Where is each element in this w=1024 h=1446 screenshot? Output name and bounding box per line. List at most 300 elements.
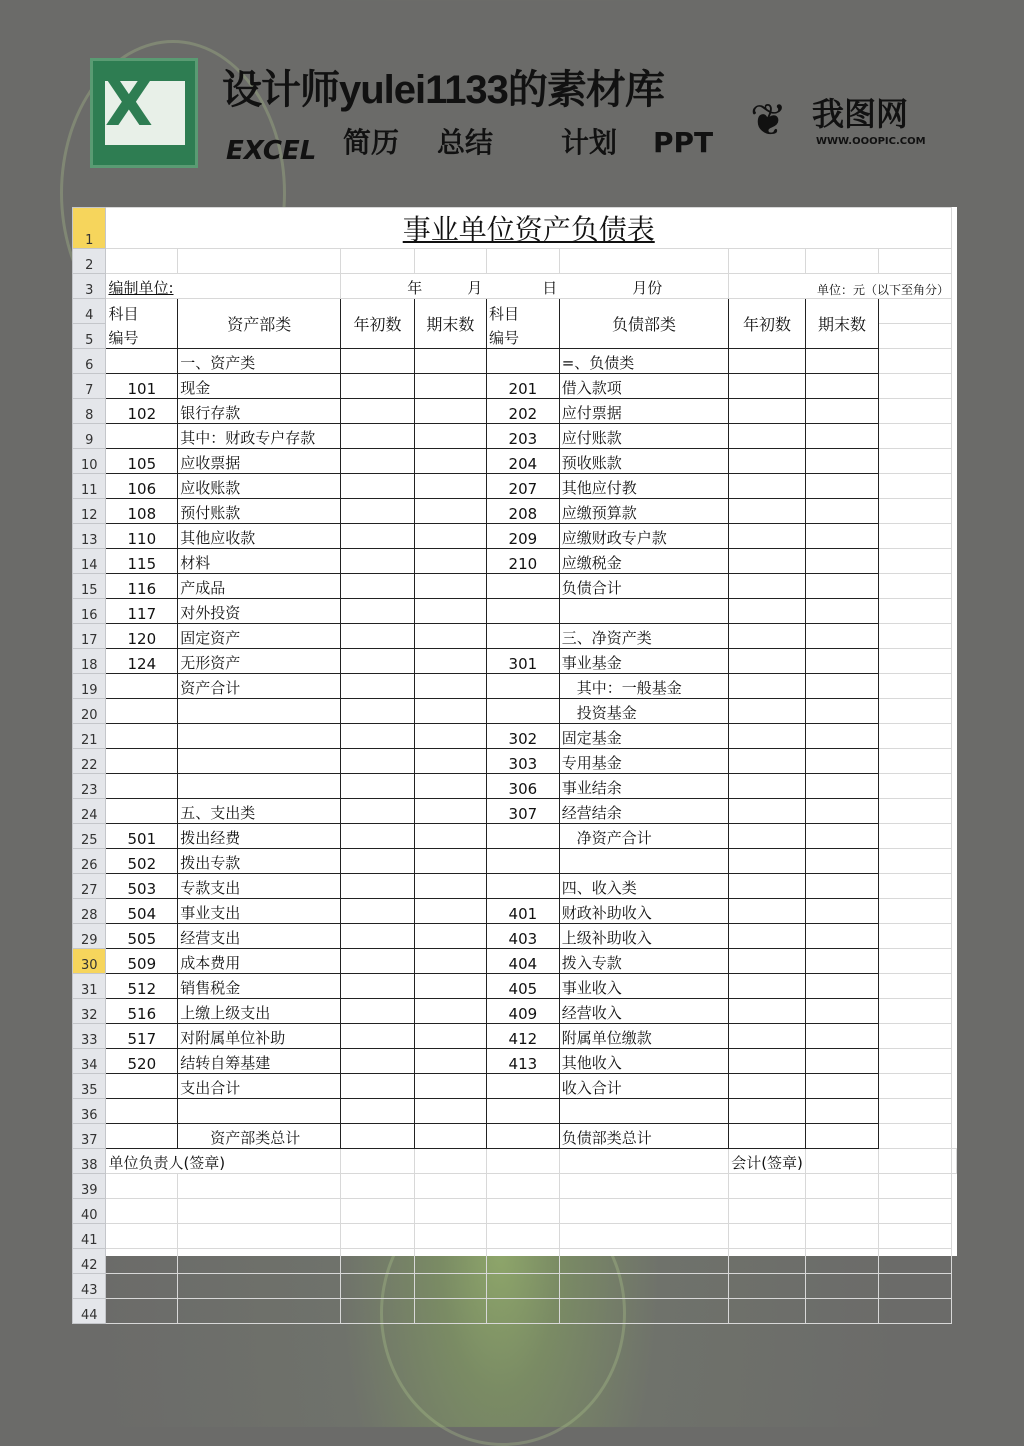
asset-begin-value[interactable]	[341, 949, 414, 974]
cell[interactable]	[106, 1174, 178, 1199]
liability-item[interactable]: 收入合计	[559, 1074, 728, 1099]
cell[interactable]	[805, 1174, 878, 1199]
asset-end-value[interactable]	[414, 449, 486, 474]
cell[interactable]	[879, 674, 952, 699]
asset-code[interactable]	[106, 699, 178, 724]
cell[interactable]	[879, 624, 952, 649]
cell[interactable]	[879, 1274, 952, 1299]
liability-code[interactable]	[487, 1074, 560, 1099]
asset-begin-value[interactable]	[341, 799, 414, 824]
cell[interactable]	[729, 1224, 806, 1249]
asset-item[interactable]: 其中：财政专户存款	[178, 424, 341, 449]
signature-principal[interactable]: 单位负责人(签章)	[106, 1149, 341, 1174]
asset-item[interactable]: 资产部类总计	[178, 1124, 341, 1149]
cell[interactable]	[178, 1299, 341, 1324]
cell[interactable]	[414, 1299, 486, 1324]
liability-code[interactable]: 405	[487, 974, 560, 999]
asset-begin-value[interactable]	[341, 524, 414, 549]
cell[interactable]	[805, 1249, 878, 1274]
cell[interactable]	[879, 574, 952, 599]
cell[interactable]	[178, 1249, 341, 1274]
liability-begin-value[interactable]	[729, 924, 806, 949]
cell[interactable]	[341, 1224, 414, 1249]
liability-end-value[interactable]	[805, 924, 878, 949]
cell[interactable]	[879, 324, 952, 349]
liability-begin-value[interactable]	[729, 1099, 806, 1124]
cell[interactable]	[414, 1274, 486, 1299]
asset-end-value[interactable]	[414, 349, 486, 374]
cell[interactable]	[559, 1299, 728, 1324]
row-header[interactable]: 5	[73, 324, 106, 349]
cell[interactable]	[487, 1274, 560, 1299]
cell[interactable]	[414, 1249, 486, 1274]
liability-item[interactable]: 应付票据	[559, 399, 728, 424]
asset-code[interactable]: 501	[106, 824, 178, 849]
liability-code[interactable]: 208	[487, 499, 560, 524]
liability-item[interactable]	[559, 849, 728, 874]
asset-end-value[interactable]	[414, 1124, 486, 1149]
asset-item[interactable]: 支出合计	[178, 1074, 341, 1099]
liability-item[interactable]: 事业结余	[559, 774, 728, 799]
cell[interactable]	[879, 549, 952, 574]
cell[interactable]	[879, 1074, 952, 1099]
asset-begin-value[interactable]	[341, 774, 414, 799]
asset-item[interactable]: 成本费用	[178, 949, 341, 974]
asset-item[interactable]: 应收票据	[178, 449, 341, 474]
row-header[interactable]: 41	[73, 1224, 106, 1249]
cell[interactable]	[879, 774, 952, 799]
liability-code[interactable]	[487, 849, 560, 874]
liability-code[interactable]: 401	[487, 899, 560, 924]
cell[interactable]	[414, 1224, 486, 1249]
asset-end-value[interactable]	[414, 649, 486, 674]
cell[interactable]	[879, 1299, 952, 1324]
row-header[interactable]: 27	[73, 874, 106, 899]
liability-item[interactable]: 其他收入	[559, 1049, 728, 1074]
cell[interactable]	[106, 1299, 178, 1324]
asset-item[interactable]	[178, 1099, 341, 1124]
row-header[interactable]: 26	[73, 849, 106, 874]
liability-item[interactable]: =、负债类	[559, 349, 728, 374]
liability-item[interactable]: 附属单位缴款	[559, 1024, 728, 1049]
asset-begin-value[interactable]	[341, 1124, 414, 1149]
liability-end-value[interactable]	[805, 899, 878, 924]
liability-end-value[interactable]	[805, 824, 878, 849]
asset-begin-value[interactable]	[341, 1099, 414, 1124]
asset-item[interactable]: 专款支出	[178, 874, 341, 899]
cell[interactable]	[487, 1174, 560, 1199]
cell[interactable]	[879, 424, 952, 449]
asset-end-value[interactable]	[414, 749, 486, 774]
cell[interactable]	[487, 1199, 560, 1224]
liability-item[interactable]: 应缴财政专户款	[559, 524, 728, 549]
asset-end-value[interactable]	[414, 1074, 486, 1099]
cell[interactable]	[805, 1149, 878, 1174]
asset-code[interactable]: 509	[106, 949, 178, 974]
sheet-title[interactable]: 事业单位资产负债表	[106, 208, 952, 249]
liability-begin-value[interactable]	[729, 949, 806, 974]
cell[interactable]	[879, 474, 952, 499]
asset-begin-value[interactable]	[341, 874, 414, 899]
liabilities-header[interactable]: 负债部类	[559, 299, 728, 349]
row-header[interactable]: 36	[73, 1099, 106, 1124]
asset-begin-value[interactable]	[341, 824, 414, 849]
liability-end-value[interactable]	[805, 374, 878, 399]
row-header[interactable]: 33	[73, 1024, 106, 1049]
asset-code[interactable]: 503	[106, 874, 178, 899]
cell[interactable]	[879, 724, 952, 749]
row-header[interactable]: 20	[73, 699, 106, 724]
cell[interactable]	[559, 1149, 728, 1174]
cell[interactable]	[559, 1274, 728, 1299]
asset-code[interactable]	[106, 424, 178, 449]
asset-begin-value[interactable]	[341, 374, 414, 399]
row-header[interactable]: 43	[73, 1274, 106, 1299]
asset-end-value[interactable]	[414, 499, 486, 524]
asset-end-value[interactable]	[414, 924, 486, 949]
liability-end-value[interactable]	[805, 699, 878, 724]
cell[interactable]	[729, 1299, 806, 1324]
cell[interactable]	[487, 1149, 560, 1174]
liability-begin-value[interactable]	[729, 999, 806, 1024]
liability-begin-value[interactable]	[729, 449, 806, 474]
liability-code[interactable]: 412	[487, 1024, 560, 1049]
liability-code[interactable]	[487, 624, 560, 649]
cell[interactable]	[414, 1174, 486, 1199]
signature-accountant[interactable]: 会计(签章)	[729, 1149, 806, 1174]
liability-end-value[interactable]	[805, 1049, 878, 1074]
code-header[interactable]: 科目	[487, 299, 560, 324]
asset-code[interactable]: 512	[106, 974, 178, 999]
cell[interactable]	[106, 1224, 178, 1249]
asset-item[interactable]: 银行存款	[178, 399, 341, 424]
cell[interactable]	[559, 1199, 728, 1224]
liability-item[interactable]: 预收账款	[559, 449, 728, 474]
cell[interactable]	[487, 1299, 560, 1324]
cell[interactable]	[559, 1174, 728, 1199]
liability-begin-value[interactable]	[729, 399, 806, 424]
cell[interactable]	[879, 1049, 952, 1074]
liability-end-value[interactable]	[805, 1024, 878, 1049]
cell[interactable]	[879, 1124, 952, 1149]
asset-code[interactable]: 124	[106, 649, 178, 674]
asset-code[interactable]: 105	[106, 449, 178, 474]
cell[interactable]	[341, 1274, 414, 1299]
liability-code[interactable]: 209	[487, 524, 560, 549]
liability-item[interactable]: 借入款项	[559, 374, 728, 399]
asset-begin-value[interactable]	[341, 399, 414, 424]
asset-end-value[interactable]	[414, 899, 486, 924]
liability-item[interactable]: 三、净资产类	[559, 624, 728, 649]
asset-end-value[interactable]	[414, 699, 486, 724]
liability-end-value[interactable]	[805, 974, 878, 999]
liability-end-value[interactable]	[805, 1124, 878, 1149]
asset-end-value[interactable]	[414, 399, 486, 424]
asset-code[interactable]: 101	[106, 374, 178, 399]
asset-end-value[interactable]	[414, 999, 486, 1024]
asset-code[interactable]: 516	[106, 999, 178, 1024]
liability-begin-value[interactable]	[729, 1049, 806, 1074]
asset-begin-value[interactable]	[341, 349, 414, 374]
asset-begin-value[interactable]	[341, 449, 414, 474]
liability-item[interactable]: 固定基金	[559, 724, 728, 749]
asset-code[interactable]: 502	[106, 849, 178, 874]
asset-item[interactable]	[178, 774, 341, 799]
liability-end-value[interactable]	[805, 599, 878, 624]
asset-code[interactable]	[106, 349, 178, 374]
cell[interactable]	[879, 1099, 952, 1124]
liability-code[interactable]	[487, 1099, 560, 1124]
cell[interactable]	[729, 249, 806, 274]
liability-code[interactable]: 413	[487, 1049, 560, 1074]
asset-code[interactable]: 110	[106, 524, 178, 549]
asset-item[interactable]	[178, 724, 341, 749]
liability-begin-value[interactable]	[729, 524, 806, 549]
asset-end-value[interactable]	[414, 674, 486, 699]
cell[interactable]	[879, 374, 952, 399]
cell[interactable]	[341, 249, 414, 274]
row-header[interactable]: 35	[73, 1074, 106, 1099]
liability-end-value[interactable]	[805, 449, 878, 474]
cell[interactable]	[879, 899, 952, 924]
asset-end-value[interactable]	[414, 599, 486, 624]
row-header[interactable]: 18	[73, 649, 106, 674]
asset-item[interactable]: 对附属单位补助	[178, 1024, 341, 1049]
cell[interactable]	[414, 1199, 486, 1224]
cell[interactable]	[106, 1199, 178, 1224]
asset-item[interactable]	[178, 749, 341, 774]
asset-end-value[interactable]	[414, 974, 486, 999]
cell[interactable]	[879, 1174, 952, 1199]
liability-item[interactable]: 其他应付教	[559, 474, 728, 499]
liability-code[interactable]: 207	[487, 474, 560, 499]
liability-begin-value[interactable]	[729, 649, 806, 674]
asset-code[interactable]: 117	[106, 599, 178, 624]
row-header[interactable]: 17	[73, 624, 106, 649]
asset-item[interactable]: 产成品	[178, 574, 341, 599]
cell[interactable]	[106, 1249, 178, 1274]
asset-end-value[interactable]	[414, 549, 486, 574]
asset-begin-value[interactable]	[341, 674, 414, 699]
asset-end-value[interactable]	[414, 374, 486, 399]
asset-item[interactable]: 应收账款	[178, 474, 341, 499]
liability-end-value[interactable]	[805, 674, 878, 699]
liability-begin-value[interactable]	[729, 349, 806, 374]
liability-begin-value[interactable]	[729, 824, 806, 849]
row-header[interactable]: 6	[73, 349, 106, 374]
asset-end-value[interactable]	[414, 824, 486, 849]
preparer-unit-label[interactable]: 编制单位:	[106, 274, 341, 299]
cell[interactable]	[879, 824, 952, 849]
asset-end-value[interactable]	[414, 424, 486, 449]
liability-begin-value[interactable]	[729, 424, 806, 449]
asset-item[interactable]: 资产合计	[178, 674, 341, 699]
cell[interactable]	[879, 849, 952, 874]
asset-item[interactable]: 事业支出	[178, 899, 341, 924]
liability-end-value[interactable]	[805, 499, 878, 524]
asset-begin-value[interactable]	[341, 599, 414, 624]
row-header[interactable]: 38	[73, 1149, 106, 1174]
liability-end-value[interactable]	[805, 1099, 878, 1124]
cell[interactable]	[729, 1249, 806, 1274]
asset-end-value[interactable]	[414, 874, 486, 899]
asset-end-value[interactable]	[414, 949, 486, 974]
liability-item[interactable]: 负债部类总计	[559, 1124, 728, 1149]
cell[interactable]	[487, 1249, 560, 1274]
liability-begin-value[interactable]	[729, 1024, 806, 1049]
asset-item[interactable]: 拨出经费	[178, 824, 341, 849]
cell[interactable]	[106, 1274, 178, 1299]
liability-end-value[interactable]	[805, 1074, 878, 1099]
currency-note[interactable]: 单位：元（以下至角分）	[729, 274, 952, 299]
asset-begin-value[interactable]	[341, 1074, 414, 1099]
cell[interactable]	[414, 1149, 486, 1174]
asset-end-value[interactable]	[414, 1049, 486, 1074]
asset-end-value[interactable]	[414, 1099, 486, 1124]
cell[interactable]	[341, 1299, 414, 1324]
row-header[interactable]: 9	[73, 424, 106, 449]
liability-end-value[interactable]	[805, 349, 878, 374]
liability-item[interactable]: 其中：一般基金	[559, 674, 728, 699]
liability-code[interactable]: 302	[487, 724, 560, 749]
asset-begin-value[interactable]	[341, 999, 414, 1024]
cell[interactable]	[879, 299, 952, 324]
liability-end-value[interactable]	[805, 999, 878, 1024]
liability-begin-value[interactable]	[729, 899, 806, 924]
row-header[interactable]: 13	[73, 524, 106, 549]
liability-code[interactable]: 204	[487, 449, 560, 474]
liability-item[interactable]: 拨入专款	[559, 949, 728, 974]
asset-code[interactable]: 116	[106, 574, 178, 599]
cell[interactable]	[879, 924, 952, 949]
asset-code[interactable]	[106, 799, 178, 824]
row-header[interactable]: 7	[73, 374, 106, 399]
liability-end-value[interactable]	[805, 399, 878, 424]
liability-item[interactable]: 应付账款	[559, 424, 728, 449]
cell[interactable]	[879, 1199, 952, 1224]
liability-begin-value[interactable]	[729, 574, 806, 599]
row-header[interactable]: 37	[73, 1124, 106, 1149]
asset-end-value[interactable]	[414, 524, 486, 549]
asset-begin-value[interactable]	[341, 724, 414, 749]
row-header[interactable]: 22	[73, 749, 106, 774]
cell[interactable]	[729, 1199, 806, 1224]
liability-item[interactable]: 经营结余	[559, 799, 728, 824]
liability-begin-value[interactable]	[729, 799, 806, 824]
liability-begin-value[interactable]	[729, 724, 806, 749]
cell[interactable]	[952, 1149, 957, 1174]
asset-code[interactable]	[106, 674, 178, 699]
asset-code[interactable]: 504	[106, 899, 178, 924]
liability-end-value[interactable]	[805, 849, 878, 874]
liability-code[interactable]: 303	[487, 749, 560, 774]
row-header[interactable]: 23	[73, 774, 106, 799]
begin-header[interactable]: 年初数	[729, 299, 806, 349]
cell[interactable]	[559, 249, 728, 274]
row-header[interactable]: 34	[73, 1049, 106, 1074]
liability-begin-value[interactable]	[729, 599, 806, 624]
cell[interactable]	[879, 949, 952, 974]
cell[interactable]	[559, 1224, 728, 1249]
row-header[interactable]: 21	[73, 724, 106, 749]
liability-item[interactable]: 净资产合计	[559, 824, 728, 849]
row-header[interactable]: 11	[73, 474, 106, 499]
cell[interactable]	[805, 249, 878, 274]
asset-item[interactable]: 固定资产	[178, 624, 341, 649]
asset-end-value[interactable]	[414, 799, 486, 824]
cell[interactable]	[879, 1149, 952, 1174]
cell[interactable]	[879, 249, 952, 274]
asset-item[interactable]: 拨出专款	[178, 849, 341, 874]
asset-item[interactable]: 经营支出	[178, 924, 341, 949]
asset-begin-value[interactable]	[341, 574, 414, 599]
liability-end-value[interactable]	[805, 749, 878, 774]
asset-begin-value[interactable]	[341, 499, 414, 524]
asset-code[interactable]	[106, 1099, 178, 1124]
cell[interactable]	[414, 249, 486, 274]
cell[interactable]	[559, 1249, 728, 1274]
asset-begin-value[interactable]	[341, 899, 414, 924]
liability-begin-value[interactable]	[729, 624, 806, 649]
liability-begin-value[interactable]	[729, 849, 806, 874]
row-header[interactable]: 30	[73, 949, 106, 974]
liability-end-value[interactable]	[805, 874, 878, 899]
asset-item[interactable]: 结转自筹基建	[178, 1049, 341, 1074]
asset-begin-value[interactable]	[341, 699, 414, 724]
row-header[interactable]: 40	[73, 1199, 106, 1224]
asset-begin-value[interactable]	[341, 624, 414, 649]
asset-end-value[interactable]	[414, 849, 486, 874]
cell[interactable]	[805, 1199, 878, 1224]
cell[interactable]	[879, 599, 952, 624]
asset-code[interactable]: 120	[106, 624, 178, 649]
asset-begin-value[interactable]	[341, 649, 414, 674]
cell[interactable]	[341, 1149, 414, 1174]
code-header[interactable]: 科目	[106, 299, 178, 324]
asset-begin-value[interactable]	[341, 974, 414, 999]
asset-code[interactable]	[106, 749, 178, 774]
row-header[interactable]: 32	[73, 999, 106, 1024]
liability-item[interactable]	[559, 1099, 728, 1124]
row-header[interactable]: 12	[73, 499, 106, 524]
asset-begin-value[interactable]	[341, 1049, 414, 1074]
cell[interactable]	[341, 1174, 414, 1199]
liability-code[interactable]: 210	[487, 549, 560, 574]
liability-end-value[interactable]	[805, 574, 878, 599]
asset-item[interactable]: 一、资产类	[178, 349, 341, 374]
liability-end-value[interactable]	[805, 624, 878, 649]
liability-begin-value[interactable]	[729, 749, 806, 774]
cell[interactable]	[729, 1174, 806, 1199]
cell[interactable]	[106, 249, 178, 274]
cell[interactable]	[178, 1274, 341, 1299]
liability-code[interactable]: 403	[487, 924, 560, 949]
liability-item[interactable]: 事业基金	[559, 649, 728, 674]
liability-end-value[interactable]	[805, 649, 878, 674]
asset-item[interactable]	[178, 699, 341, 724]
liability-code[interactable]: 202	[487, 399, 560, 424]
asset-begin-value[interactable]	[341, 749, 414, 774]
row-header[interactable]: 3	[73, 274, 106, 299]
asset-code[interactable]: 517	[106, 1024, 178, 1049]
cell[interactable]	[178, 1224, 341, 1249]
asset-code[interactable]	[106, 1074, 178, 1099]
liability-code[interactable]	[487, 874, 560, 899]
liability-begin-value[interactable]	[729, 1074, 806, 1099]
asset-item[interactable]: 五、支出类	[178, 799, 341, 824]
asset-code[interactable]: 115	[106, 549, 178, 574]
asset-code[interactable]	[106, 724, 178, 749]
